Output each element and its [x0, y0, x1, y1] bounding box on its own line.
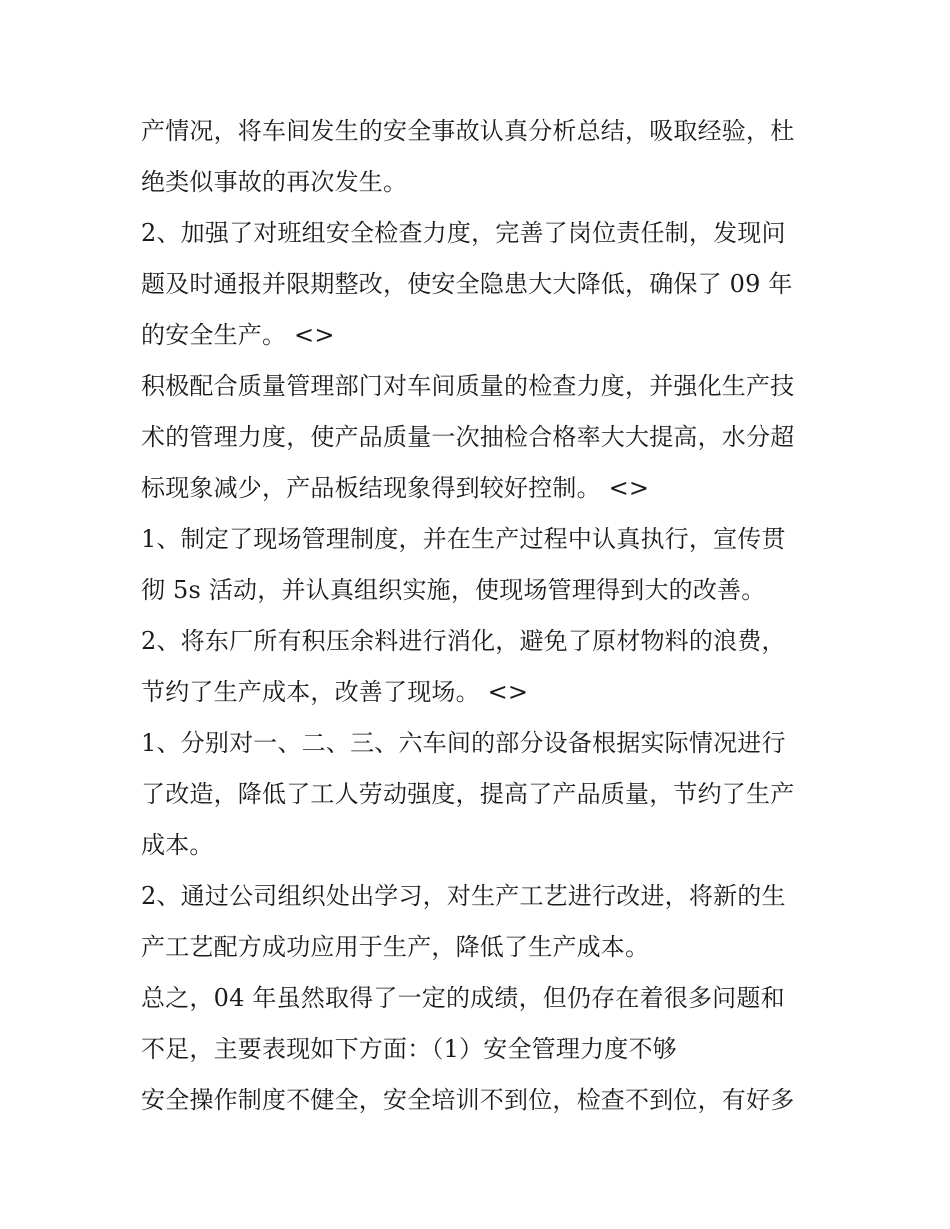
text-line: 2、加强了对班组安全检查力度，完善了岗位责任制，发现问	[141, 219, 786, 247]
text-line: 成本。	[141, 831, 214, 859]
text-line: 产情况，将车间发生的安全事故认真分析总结，吸取经验，杜	[141, 117, 795, 145]
text-line: 1、分别对一、二、三、六车间的部分设备根据实际情况进行	[141, 729, 786, 757]
text-line: 产工艺配方成功应用于生产，降低了生产成本。	[141, 933, 650, 961]
text-line: 绝类似事故的再次发生。	[141, 168, 408, 196]
text-line: 术的管理力度，使产品质量一次抽检合格率大大提高，水分超	[141, 423, 795, 451]
text-line: 2、将东厂所有积压余料进行消化，避免了原材物料的浪费，	[141, 627, 786, 655]
text-line: 安全操作制度不健全，安全培训不到位，检查不到位，有好多	[141, 1086, 795, 1114]
text-line: 1、制定了现场管理制度，并在生产过程中认真执行，宣传贯	[141, 525, 786, 553]
text-line: 不足，主要表现如下方面：（1）安全管理力度不够	[141, 1035, 677, 1063]
text-line: 标现象减少，产品板结现象得到较好控制。 <>	[141, 474, 650, 502]
text-line: 节约了生产成本，改善了现场。 <>	[141, 678, 529, 706]
text-line: 总之，04 年虽然取得了一定的成绩，但仍存在着很多问题和	[141, 984, 785, 1012]
text-line: 的安全生产。 <>	[141, 321, 335, 349]
text-line: 彻 5s 活动，并认真组织实施，使现场管理得到大的改善。	[141, 576, 766, 604]
document-body	[141, 106, 821, 1126]
text-line: 积极配合质量管理部门对车间质量的检查力度，并强化生产技	[141, 372, 795, 400]
text-line: 2、通过公司组织处出学习，对生产工艺进行改进，将新的生	[141, 882, 786, 910]
text-line: 题及时通报并限期整改，使安全隐患大大降低，确保了 09 年	[141, 270, 793, 298]
text-line: 了改造，降低了工人劳动强度，提高了产品质量，节约了生产	[141, 780, 795, 808]
